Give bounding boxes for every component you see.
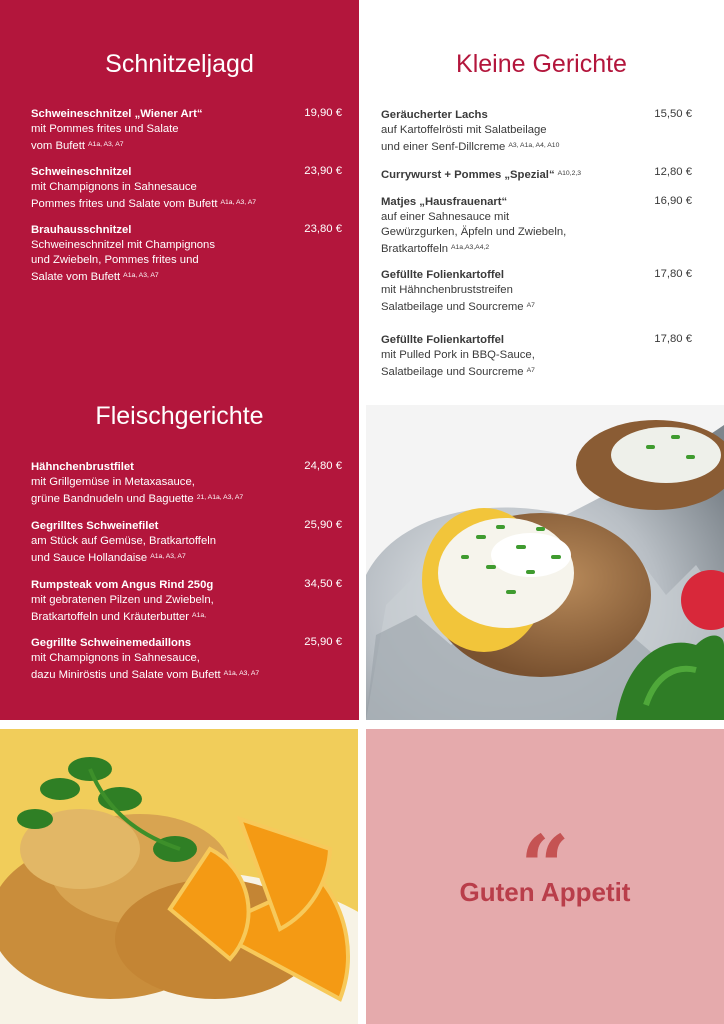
allergen-codes: A1a, A3, A7 (88, 141, 124, 148)
allergen-codes: A7 (526, 302, 535, 309)
section-title-fleischgerichte: Fleischgerichte (95, 402, 264, 430)
item-description: am Stück auf Gemüse, Bratkartoffeln und Sauce Hollandaise (31, 535, 217, 564)
item-name: Geräucherter Lachs (381, 109, 488, 121)
item-name: Matjes „Hausfrauenart“ (381, 196, 508, 208)
allergen-codes: A1a, A3, A7 (150, 553, 186, 560)
quote-mark-icon: “ (520, 817, 570, 918)
schnitzel-fleisch-panel (0, 0, 359, 720)
item-price: 16,90 € (654, 195, 692, 207)
item-description: mit Grillgemüse in Metaxasauce, grüne Bandnudeln und Baguette (31, 476, 195, 505)
item-price: 15,50 € (654, 108, 692, 120)
item-description: auf einer Sahnesauce mit Gewürzgurken, Äpfeln und Zwiebeln, Bratkartoffeln (381, 211, 567, 255)
item-price: 24,80 € (304, 460, 342, 472)
item-name: Schweineschnitzel „Wiener Art“ (31, 108, 203, 120)
allergen-codes: 21, A1a, A3, A7 (196, 494, 244, 501)
allergen-codes: A1a, A3, A7 (223, 670, 260, 677)
kleine-gerichte-panel (359, 0, 724, 405)
item-description: mit Champignons in Sahnesauce, dazu Miniröstis und Salate vom Bufett (31, 652, 221, 681)
allergen-codes: A1a, (192, 612, 207, 619)
schnitzel-photo (0, 729, 358, 1024)
menu-item (381, 333, 643, 380)
item-price: 23,90 € (304, 165, 342, 177)
allergen-codes: A7 (526, 367, 535, 374)
item-price: 34,50 € (304, 578, 342, 590)
item-description: mit Hähnchenbruststreifen Salatbeilage und Sourcreme (381, 284, 524, 313)
item-name: Gefüllte Folienkartoffel (381, 269, 505, 281)
allergen-codes: A1a,A3,A4,2 (450, 244, 490, 251)
item-name: Brauhausschnitzel (31, 224, 132, 236)
menu-item (31, 578, 293, 625)
item-description: mit Pulled Pork in BBQ-Sauce, Salatbeilage und Sourcreme (381, 349, 535, 378)
menu-item (31, 519, 293, 566)
menu-item (381, 195, 643, 257)
allergen-codes: A3, A1a, A4, A10 (508, 142, 560, 149)
baked-potato-illustration (366, 405, 724, 720)
allergen-codes: A10,2,3 (557, 170, 582, 177)
menu-item (31, 460, 293, 507)
item-price: 19,90 € (304, 107, 342, 119)
menu-item (31, 636, 293, 683)
menu-item (31, 223, 293, 285)
item-description: mit Pommes frites und Salate vom Bufett (31, 123, 179, 152)
item-price: 12,80 € (654, 166, 692, 178)
section-title-kleine-gerichte: Kleine Gerichte (456, 50, 627, 78)
item-price: 25,90 € (304, 636, 342, 648)
menu-item (381, 166, 643, 183)
item-name: Schweineschnitzel (31, 166, 132, 178)
menu-item (31, 165, 293, 212)
item-description: Schweineschnitzel mit Champignons und Zwiebeln, Pommes frites und Salate vom Bufett (31, 239, 215, 283)
section-title-schnitzeljagd: Schnitzeljagd (105, 50, 254, 78)
item-price: 25,90 € (304, 519, 342, 531)
guten-appetit-text: Guten Appetit (459, 877, 631, 907)
item-name: Currywurst + Pommes „Spezial“ (381, 169, 555, 181)
allergen-codes: A1a, A3, A7 (123, 272, 159, 279)
item-name: Gefüllte Folienkartoffel (381, 334, 505, 346)
item-name: Gegrillte Schweinemedaillons (31, 637, 192, 649)
item-price: 17,80 € (654, 333, 692, 345)
item-description: mit Champignons in Sahnesauce Pommes frites und Salate vom Bufett (31, 181, 218, 210)
guten-appetit-panel (366, 729, 724, 1024)
baked-potato-photo (366, 405, 724, 720)
item-price: 23,80 € (304, 223, 342, 235)
menu-item (31, 107, 293, 154)
schnitzel-illustration (0, 729, 358, 1024)
item-description: auf Kartoffelrösti mit Salatbeilage und einer Senf-Dillcreme (381, 124, 547, 153)
item-description: mit gebratenen Pilzen und Zwiebeln, Bratkartoffeln und Kräuterbutter (31, 594, 214, 623)
menu-item (381, 108, 643, 155)
item-name: Rumpsteak vom Angus Rind 250g (31, 579, 214, 591)
item-name: Hähnchenbrustfilet (31, 461, 134, 473)
item-price: 17,80 € (654, 268, 692, 280)
menu-item (381, 268, 643, 315)
allergen-codes: A1a, A3, A7 (220, 199, 257, 206)
item-name: Gegrilltes Schweinefilet (31, 520, 159, 532)
